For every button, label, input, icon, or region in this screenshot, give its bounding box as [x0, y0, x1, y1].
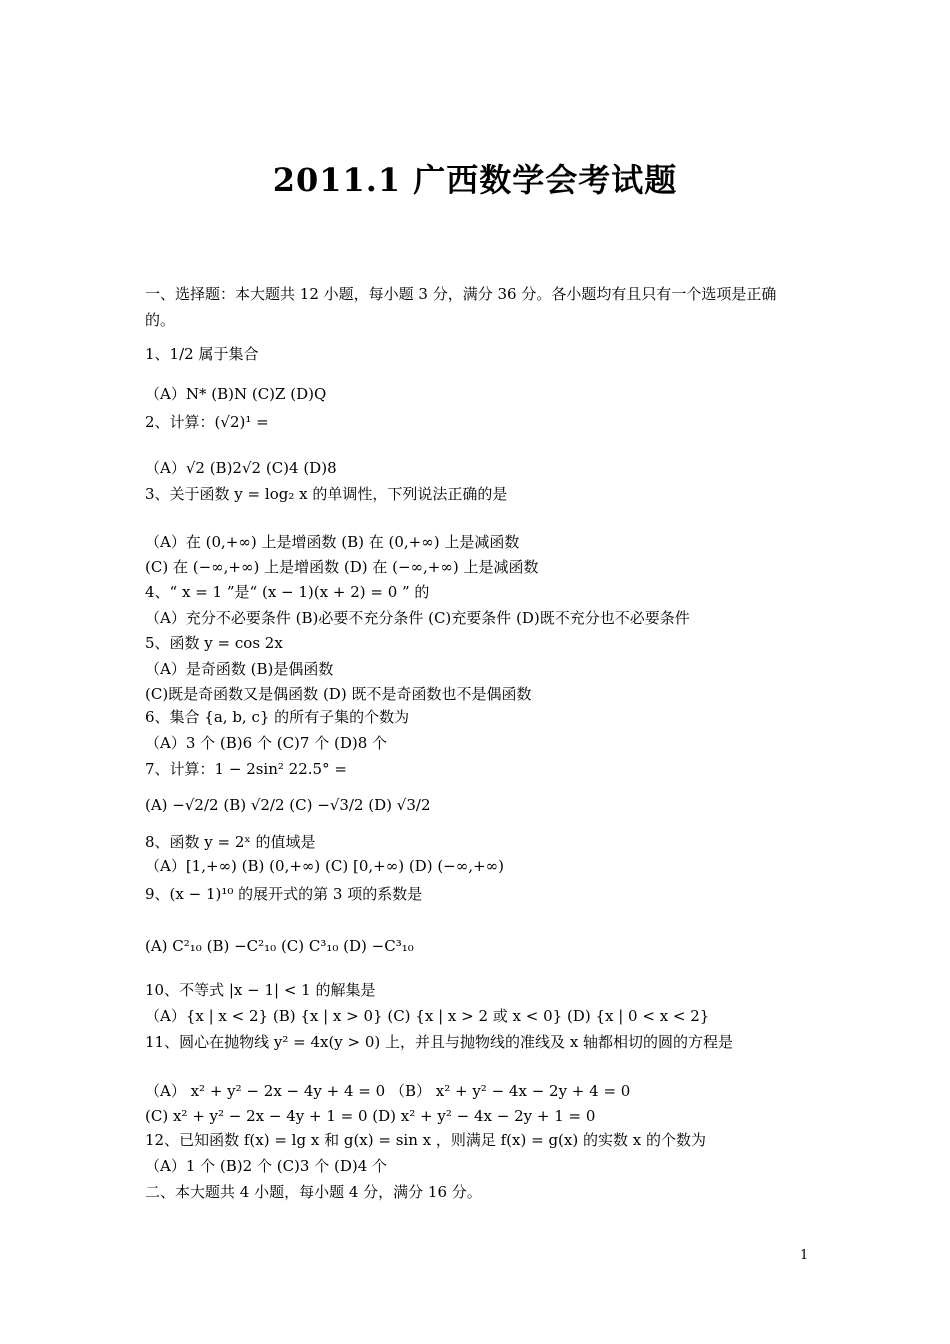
- question-6: 6、集合 {a, b, c} 的所有子集的个数为: [145, 708, 410, 726]
- page-title: 2011.1 广西数学会考试题: [272, 161, 678, 199]
- question-10: 10、不等式 |x − 1| < 1 的解集是: [145, 981, 376, 999]
- question-12-options: （A）1 个 (B)2 个 (C)3 个 (D)4 个: [145, 1157, 388, 1175]
- question-8: 8、函数 y = 2ˣ 的值域是: [145, 833, 316, 851]
- question-4-options: （A）充分不必要条件 (B)必要不充分条件 (C)充要条件 (D)既不充分也不必要条件: [145, 609, 690, 627]
- question-3-options-cd: (C) 在 (−∞,+∞) 上是增函数 (D) 在 (−∞,+∞) 上是减函数: [145, 558, 539, 576]
- question-9: 9、(x − 1)¹⁰ 的展开式的第 3 项的系数是: [145, 885, 423, 903]
- question-7: 7、计算：1 − 2sin² 22.5° =: [145, 760, 347, 778]
- question-9-options: (A) C²₁₀ (B) −C²₁₀ (C) C³₁₀ (D) −C³₁₀: [145, 937, 414, 955]
- section-1-intro: 一、选择题：本大题共 12 小题，每小题 3 分，满分 36 分。各小题均有且只有一个选项是正确: [145, 285, 777, 303]
- section-2-intro: 二、本大题共 4 小题，每小题 4 分，满分 16 分。: [145, 1183, 482, 1201]
- question-11-options-cd: (C) x² + y² − 2x − 4y + 1 = 0 (D) x² + y² − 4x − 2y + 1 = 0: [145, 1107, 596, 1125]
- question-4: 4、“ x = 1 ”是“ (x − 1)(x + 2) = 0 ” 的: [145, 583, 430, 601]
- question-1: 1、1/2 属于集合: [145, 345, 259, 363]
- question-10-options: （A）{x | x < 2} (B) {x | x > 0} (C) {x | x > 2 或 x < 0} (D) {x | 0 < x < 2}: [145, 1007, 710, 1025]
- question-5-options-cd: (C)既是奇函数又是偶函数 (D) 既不是奇函数也不是偶函数: [145, 685, 532, 703]
- question-11: 11、圆心在抛物线 y² = 4x(y > 0) 上，并且与抛物线的准线及 x 轴都相切的圆的方程是: [145, 1033, 734, 1051]
- question-6-options: （A）3 个 (B)6 个 (C)7 个 (D)8 个: [145, 734, 388, 752]
- question-7-options: (A) −√2/2 (B) √2/2 (C) −√3/2 (D) √3/2: [145, 796, 431, 814]
- question-3: 3、关于函数 y = log₂ x 的单调性，下列说法正确的是: [145, 485, 508, 503]
- question-12: 12、已知函数 f(x) = lg x 和 g(x) = sin x ，则满足 f(x) = g(x) 的实数 x 的个数为: [145, 1131, 706, 1149]
- question-5: 5、函数 y = cos 2x: [145, 634, 283, 652]
- question-5-options-ab: （A）是奇函数 (B)是偶函数: [145, 660, 334, 678]
- question-11-options-ab: （A） x² + y² − 2x − 4y + 4 = 0 （B） x² + y² − 4x − 2y + 4 = 0: [145, 1082, 631, 1100]
- question-8-options: （A）[1,+∞) (B) (0,+∞) (C) [0,+∞) (D) (−∞,+∞): [145, 857, 504, 875]
- question-3-options-ab: （A）在 (0,+∞) 上是增函数 (B) 在 (0,+∞) 上是减函数: [145, 533, 520, 551]
- section-1-intro-cont: 的。: [145, 311, 176, 329]
- question-2: 2、计算：(√2)¹ =: [145, 413, 269, 431]
- question-1-options: （A）N* (B)N (C)Z (D)Q: [145, 385, 327, 403]
- page-number: 1: [800, 1248, 809, 1263]
- question-2-options: （A）√2 (B)2√2 (C)4 (D)8: [145, 459, 337, 477]
